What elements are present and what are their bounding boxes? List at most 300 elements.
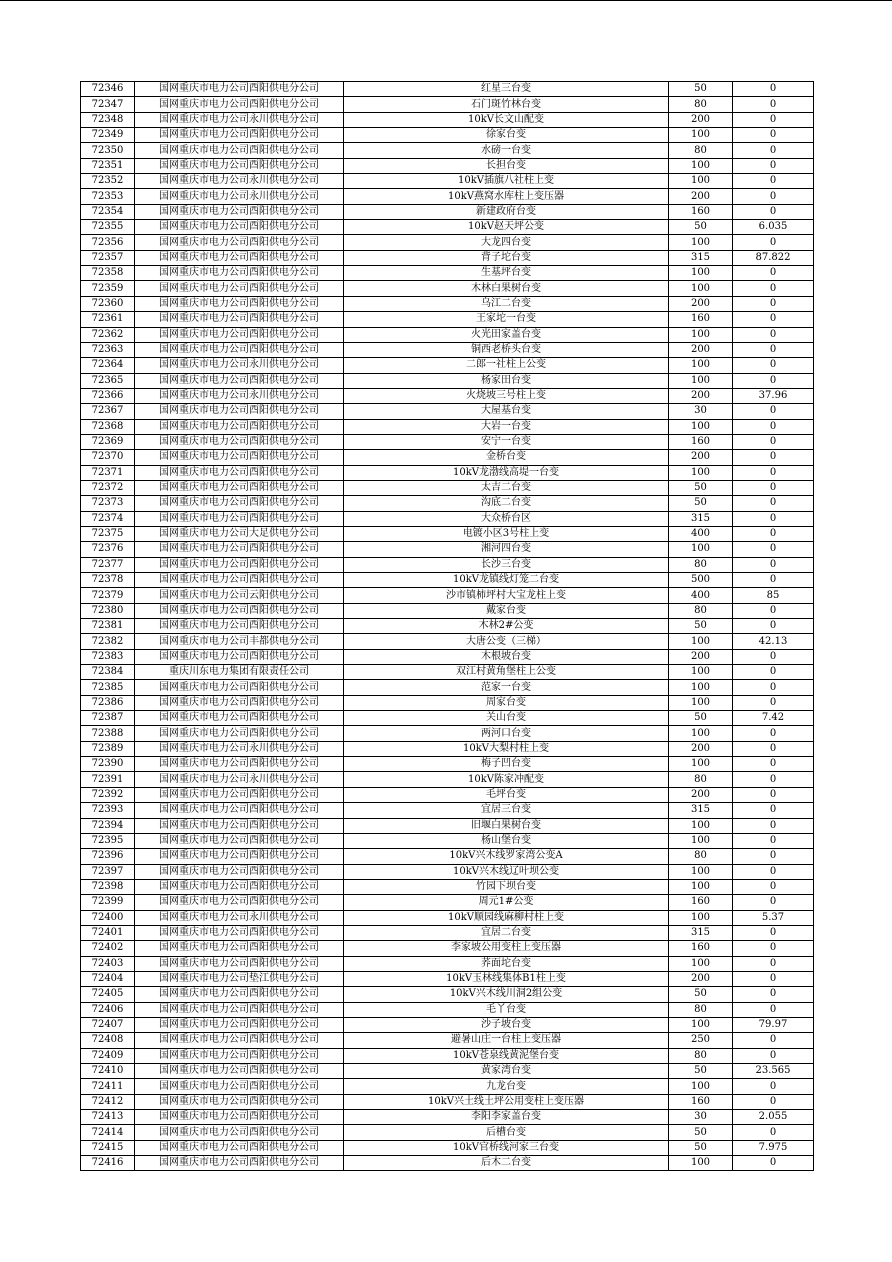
company-cell: 国网重庆市电力公司永川供电分公司 — [135, 112, 344, 127]
row-id-cell: 72393 — [81, 803, 135, 818]
company-cell: 国网重庆市电力公司酉阳供电分公司 — [135, 373, 344, 388]
row-id-cell: 72413 — [81, 1110, 135, 1125]
value-cell: 0 — [733, 189, 814, 204]
transformer-name-cell: 徐家台变 — [344, 128, 669, 143]
company-cell: 国网重庆市电力公司酉阳供电分公司 — [135, 1110, 344, 1125]
transformer-name-cell: 10kV兴木线罗家湾公变A — [344, 849, 669, 864]
value-cell: 0 — [733, 1125, 814, 1140]
capacity-cell: 200 — [669, 189, 733, 204]
table-row — [81, 82, 814, 97]
row-id-cell: 72389 — [81, 741, 135, 756]
table-row — [81, 803, 814, 818]
company-cell: 国网重庆市电力公司酉阳供电分公司 — [135, 496, 344, 511]
capacity-cell: 50 — [669, 619, 733, 634]
company-cell: 国网重庆市电力公司酉阳供电分公司 — [135, 757, 344, 772]
value-cell: 0 — [733, 879, 814, 894]
value-cell: 7.975 — [733, 1140, 814, 1155]
row-id-cell: 72398 — [81, 879, 135, 894]
company-cell: 国网重庆市电力公司酉阳供电分公司 — [135, 925, 344, 940]
capacity-cell: 100 — [669, 158, 733, 173]
transformer-name-cell: 10kV苍泉线黄泥堡台变 — [344, 1048, 669, 1063]
value-cell: 0 — [733, 496, 814, 511]
table-row — [81, 1079, 814, 1094]
value-cell: 42.13 — [733, 634, 814, 649]
row-id-cell: 72367 — [81, 404, 135, 419]
transformer-name-cell: 黄家湾台变 — [344, 1064, 669, 1079]
company-cell: 国网重庆市电力公司酉阳供电分公司 — [135, 849, 344, 864]
table-row — [81, 588, 814, 603]
company-cell: 国网重庆市电力公司酉阳供电分公司 — [135, 680, 344, 695]
value-cell: 0 — [733, 941, 814, 956]
company-cell: 国网重庆市电力公司酉阳供电分公司 — [135, 1064, 344, 1079]
table-row — [81, 128, 814, 143]
table-row — [81, 849, 814, 864]
row-id-cell: 72397 — [81, 864, 135, 879]
company-cell: 国网重庆市电力公司大足供电分公司 — [135, 526, 344, 541]
table-row — [81, 665, 814, 680]
value-cell: 0 — [733, 526, 814, 541]
row-id-cell: 72373 — [81, 496, 135, 511]
company-cell: 国网重庆市电力公司酉阳供电分公司 — [135, 603, 344, 618]
table-row — [81, 174, 814, 189]
transformer-name-cell: 湘河四台变 — [344, 542, 669, 557]
capacity-cell: 100 — [669, 956, 733, 971]
transformer-name-cell: 王家坨一台变 — [344, 312, 669, 327]
capacity-cell: 100 — [669, 542, 733, 557]
table-row — [81, 695, 814, 710]
capacity-cell: 100 — [669, 634, 733, 649]
row-id-cell: 72405 — [81, 987, 135, 1002]
transformer-name-cell: 10kV赵天坪公变 — [344, 220, 669, 235]
transformer-name-cell: 后木二台变 — [344, 1156, 669, 1171]
company-cell: 国网重庆市电力公司酉阳供电分公司 — [135, 956, 344, 971]
value-cell: 87.822 — [733, 250, 814, 265]
transformer-name-cell: 周家台变 — [344, 695, 669, 710]
capacity-cell: 250 — [669, 1033, 733, 1048]
row-id-cell: 72350 — [81, 143, 135, 158]
value-cell: 0 — [733, 787, 814, 802]
capacity-cell: 50 — [669, 987, 733, 1002]
table-row — [81, 450, 814, 465]
table-row — [81, 419, 814, 434]
transformer-name-cell: 关山台变 — [344, 711, 669, 726]
value-cell: 0 — [733, 450, 814, 465]
row-id-cell: 72396 — [81, 849, 135, 864]
company-cell: 国网重庆市电力公司酉阳供电分公司 — [135, 1002, 344, 1017]
row-id-cell: 72411 — [81, 1079, 135, 1094]
value-cell: 0 — [733, 603, 814, 618]
row-id-cell: 72395 — [81, 833, 135, 848]
capacity-cell: 100 — [669, 879, 733, 894]
capacity-cell: 80 — [669, 1048, 733, 1063]
row-id-cell: 72376 — [81, 542, 135, 557]
transformer-name-cell: 毛坪台变 — [344, 787, 669, 802]
capacity-cell: 100 — [669, 419, 733, 434]
row-id-cell: 72380 — [81, 603, 135, 618]
transformer-name-cell: 红星三台变 — [344, 82, 669, 97]
company-cell: 国网重庆市电力公司酉阳供电分公司 — [135, 220, 344, 235]
company-cell: 国网重庆市电力公司酉阳供电分公司 — [135, 1017, 344, 1032]
value-cell: 0 — [733, 726, 814, 741]
capacity-cell: 80 — [669, 557, 733, 572]
table-row — [81, 158, 814, 173]
company-cell: 国网重庆市电力公司酉阳供电分公司 — [135, 833, 344, 848]
capacity-cell: 80 — [669, 143, 733, 158]
value-cell: 0 — [733, 1079, 814, 1094]
row-id-cell: 72346 — [81, 82, 135, 97]
row-id-cell: 72362 — [81, 327, 135, 342]
row-id-cell: 72352 — [81, 174, 135, 189]
value-cell: 0 — [733, 82, 814, 97]
company-cell: 国网重庆市电力公司酉阳供电分公司 — [135, 1156, 344, 1171]
transformer-name-cell: 乌江二台变 — [344, 296, 669, 311]
transformer-name-cell: 10kV长文山配变 — [344, 112, 669, 127]
company-cell: 国网重庆市电力公司酉阳供电分公司 — [135, 803, 344, 818]
value-cell: 0 — [733, 818, 814, 833]
table-row — [81, 1048, 814, 1063]
table-row — [81, 634, 814, 649]
value-cell: 0 — [733, 511, 814, 526]
capacity-cell: 100 — [669, 726, 733, 741]
transformer-table — [80, 81, 814, 1171]
table-row — [81, 910, 814, 925]
company-cell: 国网重庆市电力公司酉阳供电分公司 — [135, 450, 344, 465]
row-id-cell: 72370 — [81, 450, 135, 465]
table-row — [81, 987, 814, 1002]
capacity-cell: 500 — [669, 573, 733, 588]
company-cell: 国网重庆市电力公司酉阳供电分公司 — [135, 266, 344, 281]
transformer-name-cell: 戴家台变 — [344, 603, 669, 618]
value-cell: 0 — [733, 128, 814, 143]
value-cell: 2.055 — [733, 1110, 814, 1125]
row-id-cell: 72415 — [81, 1140, 135, 1155]
capacity-cell: 100 — [669, 174, 733, 189]
row-id-cell: 72347 — [81, 97, 135, 112]
transformer-name-cell: 双江村黄角堡柱上公变 — [344, 665, 669, 680]
capacity-cell: 160 — [669, 204, 733, 219]
transformer-name-cell: 10kV龙镇线灯笼二台变 — [344, 573, 669, 588]
value-cell: 0 — [733, 649, 814, 664]
transformer-name-cell: 背子坨台变 — [344, 250, 669, 265]
company-cell: 国网重庆市电力公司永川供电分公司 — [135, 741, 344, 756]
transformer-name-cell: 李阳李家盖台变 — [344, 1110, 669, 1125]
company-cell: 国网重庆市电力公司酉阳供电分公司 — [135, 158, 344, 173]
transformer-name-cell: 大屋基台变 — [344, 404, 669, 419]
table-row — [81, 465, 814, 480]
capacity-cell: 100 — [669, 695, 733, 710]
value-cell: 23.565 — [733, 1064, 814, 1079]
table-row — [81, 1094, 814, 1109]
capacity-cell: 100 — [669, 266, 733, 281]
capacity-cell: 100 — [669, 910, 733, 925]
row-id-cell: 72375 — [81, 526, 135, 541]
company-cell: 国网重庆市电力公司永川供电分公司 — [135, 388, 344, 403]
table-row — [81, 971, 814, 986]
capacity-cell: 100 — [669, 1079, 733, 1094]
capacity-cell: 100 — [669, 833, 733, 848]
company-cell: 国网重庆市电力公司酉阳供电分公司 — [135, 1125, 344, 1140]
value-cell: 0 — [733, 925, 814, 940]
row-id-cell: 72371 — [81, 465, 135, 480]
transformer-name-cell: 石门斑竹林台变 — [344, 97, 669, 112]
value-cell: 0 — [733, 741, 814, 756]
capacity-cell: 30 — [669, 1110, 733, 1125]
row-id-cell: 72409 — [81, 1048, 135, 1063]
row-id-cell: 72416 — [81, 1156, 135, 1171]
table-row — [81, 434, 814, 449]
capacity-cell: 200 — [669, 649, 733, 664]
row-id-cell: 72365 — [81, 373, 135, 388]
row-id-cell: 72408 — [81, 1033, 135, 1048]
company-cell: 国网重庆市电力公司永川供电分公司 — [135, 358, 344, 373]
table-row — [81, 296, 814, 311]
capacity-cell: 100 — [669, 818, 733, 833]
spreadsheet-sheet — [80, 81, 814, 1171]
value-cell: 0 — [733, 404, 814, 419]
transformer-name-cell: 火烧坡三号柱上变 — [344, 388, 669, 403]
company-cell: 国网重庆市电力公司酉阳供电分公司 — [135, 327, 344, 342]
row-id-cell: 72392 — [81, 787, 135, 802]
value-cell: 0 — [733, 266, 814, 281]
row-id-cell: 72354 — [81, 204, 135, 219]
table-body — [81, 82, 814, 1171]
row-id-cell: 72412 — [81, 1094, 135, 1109]
value-cell: 0 — [733, 895, 814, 910]
value-cell: 0 — [733, 480, 814, 495]
company-cell: 国网重庆市电力公司永川供电分公司 — [135, 174, 344, 189]
company-cell: 国网重庆市电力公司酉阳供电分公司 — [135, 511, 344, 526]
table-row — [81, 496, 814, 511]
transformer-name-cell: 沟底二台变 — [344, 496, 669, 511]
row-id-cell: 72372 — [81, 480, 135, 495]
value-cell: 0 — [733, 864, 814, 879]
capacity-cell: 160 — [669, 312, 733, 327]
value-cell: 0 — [733, 281, 814, 296]
capacity-cell: 50 — [669, 1064, 733, 1079]
company-cell: 国网重庆市电力公司酉阳供电分公司 — [135, 82, 344, 97]
transformer-name-cell: 10kV燕窝水库柱上变压器 — [344, 189, 669, 204]
company-cell: 国网重庆市电力公司酉阳供电分公司 — [135, 542, 344, 557]
transformer-name-cell: 旧堰白果树台变 — [344, 818, 669, 833]
table-row — [81, 250, 814, 265]
company-cell: 国网重庆市电力公司酉阳供电分公司 — [135, 434, 344, 449]
value-cell: 0 — [733, 434, 814, 449]
transformer-name-cell: 沙市镇柿坪村大宝龙柱上变 — [344, 588, 669, 603]
transformer-name-cell: 木根坡台变 — [344, 649, 669, 664]
transformer-name-cell: 10kV兴木线川洞2组公变 — [344, 987, 669, 1002]
company-cell: 国网重庆市电力公司酉阳供电分公司 — [135, 128, 344, 143]
capacity-cell: 50 — [669, 82, 733, 97]
row-id-cell: 72351 — [81, 158, 135, 173]
capacity-cell: 50 — [669, 711, 733, 726]
capacity-cell: 315 — [669, 803, 733, 818]
capacity-cell: 100 — [669, 281, 733, 296]
value-cell: 0 — [733, 665, 814, 680]
row-id-cell: 72361 — [81, 312, 135, 327]
capacity-cell: 100 — [669, 1017, 733, 1032]
transformer-name-cell: 金桥台变 — [344, 450, 669, 465]
transformer-name-cell: 大唐公变（三梯） — [344, 634, 669, 649]
table-row — [81, 925, 814, 940]
value-cell: 37.96 — [733, 388, 814, 403]
value-cell: 0 — [733, 327, 814, 342]
value-cell: 0 — [733, 174, 814, 189]
table-row — [81, 680, 814, 695]
transformer-name-cell: 宜居二台变 — [344, 925, 669, 940]
value-cell: 0 — [733, 956, 814, 971]
table-row — [81, 526, 814, 541]
capacity-cell: 100 — [669, 373, 733, 388]
table-row — [81, 189, 814, 204]
value-cell: 79.97 — [733, 1017, 814, 1032]
row-id-cell: 72358 — [81, 266, 135, 281]
table-row — [81, 342, 814, 357]
transformer-name-cell: 安宁一台变 — [344, 434, 669, 449]
transformer-name-cell: 李家坡公用变柱上变压器 — [344, 941, 669, 956]
table-row — [81, 266, 814, 281]
value-cell: 0 — [733, 619, 814, 634]
row-id-cell: 72360 — [81, 296, 135, 311]
row-id-cell: 72359 — [81, 281, 135, 296]
capacity-cell: 200 — [669, 787, 733, 802]
row-id-cell: 72366 — [81, 388, 135, 403]
company-cell: 国网重庆市电力公司酉阳供电分公司 — [135, 1094, 344, 1109]
transformer-name-cell: 木林白果树台变 — [344, 281, 669, 296]
value-cell: 0 — [733, 296, 814, 311]
capacity-cell: 100 — [669, 327, 733, 342]
table-row — [81, 818, 814, 833]
company-cell: 国网重庆市电力公司酉阳供电分公司 — [135, 895, 344, 910]
table-row — [81, 787, 814, 802]
table-row — [81, 281, 814, 296]
transformer-name-cell: 沙子坡台变 — [344, 1017, 669, 1032]
transformer-name-cell: 后槽台变 — [344, 1125, 669, 1140]
capacity-cell: 50 — [669, 480, 733, 495]
table-row — [81, 1125, 814, 1140]
company-cell: 国网重庆市电力公司酉阳供电分公司 — [135, 342, 344, 357]
transformer-name-cell: 杨家田台变 — [344, 373, 669, 388]
transformer-name-cell: 太吉二台变 — [344, 480, 669, 495]
capacity-cell: 200 — [669, 450, 733, 465]
company-cell: 国网重庆市电力公司云阳供电分公司 — [135, 588, 344, 603]
table-row — [81, 741, 814, 756]
transformer-name-cell: 毛丫台变 — [344, 1002, 669, 1017]
row-id-cell: 72382 — [81, 634, 135, 649]
table-row — [81, 143, 814, 158]
company-cell: 国网重庆市电力公司酉阳供电分公司 — [135, 695, 344, 710]
company-cell: 国网重庆市电力公司酉阳供电分公司 — [135, 1140, 344, 1155]
capacity-cell: 160 — [669, 434, 733, 449]
table-row — [81, 1156, 814, 1171]
company-cell: 国网重庆市电力公司酉阳供电分公司 — [135, 864, 344, 879]
company-cell: 国网重庆市电力公司酉阳供电分公司 — [135, 281, 344, 296]
transformer-name-cell: 生基坪台变 — [344, 266, 669, 281]
value-cell: 0 — [733, 204, 814, 219]
transformer-name-cell: 长担台变 — [344, 158, 669, 173]
capacity-cell: 400 — [669, 588, 733, 603]
value-cell: 0 — [733, 1033, 814, 1048]
transformer-name-cell: 10kV插旗八社柱上变 — [344, 174, 669, 189]
row-id-cell: 72385 — [81, 680, 135, 695]
capacity-cell: 100 — [669, 1156, 733, 1171]
row-id-cell: 72402 — [81, 941, 135, 956]
value-cell: 0 — [733, 373, 814, 388]
row-id-cell: 72383 — [81, 649, 135, 664]
capacity-cell: 100 — [669, 757, 733, 772]
capacity-cell: 100 — [669, 680, 733, 695]
transformer-name-cell: 木林2#公变 — [344, 619, 669, 634]
table-row — [81, 327, 814, 342]
value-cell: 0 — [733, 542, 814, 557]
table-row — [81, 97, 814, 112]
transformer-name-cell: 九龙台变 — [344, 1079, 669, 1094]
capacity-cell: 80 — [669, 1002, 733, 1017]
transformer-name-cell: 二郎一社柱上公变 — [344, 358, 669, 373]
table-row — [81, 649, 814, 664]
capacity-cell: 80 — [669, 772, 733, 787]
table-row — [81, 312, 814, 327]
row-id-cell: 72391 — [81, 772, 135, 787]
row-id-cell: 72403 — [81, 956, 135, 971]
company-cell: 国网重庆市电力公司酉阳供电分公司 — [135, 1079, 344, 1094]
table-row — [81, 480, 814, 495]
company-cell: 国网重庆市电力公司酉阳供电分公司 — [135, 879, 344, 894]
transformer-name-cell: 杨山堡台变 — [344, 833, 669, 848]
table-row — [81, 603, 814, 618]
company-cell: 国网重庆市电力公司酉阳供电分公司 — [135, 987, 344, 1002]
table-row — [81, 864, 814, 879]
capacity-cell: 100 — [669, 235, 733, 250]
company-cell: 重庆川东电力集团有限责任公司 — [135, 665, 344, 680]
table-row — [81, 557, 814, 572]
table-row — [81, 388, 814, 403]
capacity-cell: 200 — [669, 388, 733, 403]
capacity-cell: 50 — [669, 496, 733, 511]
company-cell: 国网重庆市电力公司酉阳供电分公司 — [135, 204, 344, 219]
table-row — [81, 112, 814, 127]
table-row — [81, 1017, 814, 1032]
value-cell: 7.42 — [733, 711, 814, 726]
table-row — [81, 1064, 814, 1079]
table-row — [81, 220, 814, 235]
transformer-name-cell: 长沙三台变 — [344, 557, 669, 572]
value-cell: 0 — [733, 695, 814, 710]
transformer-name-cell: 水磅一台变 — [344, 143, 669, 158]
company-cell: 国网重庆市电力公司酉阳供电分公司 — [135, 404, 344, 419]
transformer-name-cell: 避暑山庄一台柱上变压器 — [344, 1033, 669, 1048]
transformer-name-cell: 10kV龙渤线高堤一台变 — [344, 465, 669, 480]
table-row — [81, 833, 814, 848]
transformer-name-cell: 荞面坨台变 — [344, 956, 669, 971]
company-cell: 国网重庆市电力公司永川供电分公司 — [135, 910, 344, 925]
value-cell: 0 — [733, 772, 814, 787]
transformer-name-cell: 大众桥台区 — [344, 511, 669, 526]
value-cell: 0 — [733, 680, 814, 695]
table-row — [81, 511, 814, 526]
transformer-name-cell: 两河口台变 — [344, 726, 669, 741]
row-id-cell: 72390 — [81, 757, 135, 772]
capacity-cell: 200 — [669, 112, 733, 127]
value-cell: 0 — [733, 971, 814, 986]
company-cell: 国网重庆市电力公司酉阳供电分公司 — [135, 250, 344, 265]
value-cell: 0 — [733, 849, 814, 864]
value-cell: 0 — [733, 465, 814, 480]
capacity-cell: 200 — [669, 971, 733, 986]
capacity-cell: 160 — [669, 1094, 733, 1109]
table-row — [81, 1033, 814, 1048]
company-cell: 国网重庆市电力公司酉阳供电分公司 — [135, 557, 344, 572]
value-cell: 0 — [733, 312, 814, 327]
